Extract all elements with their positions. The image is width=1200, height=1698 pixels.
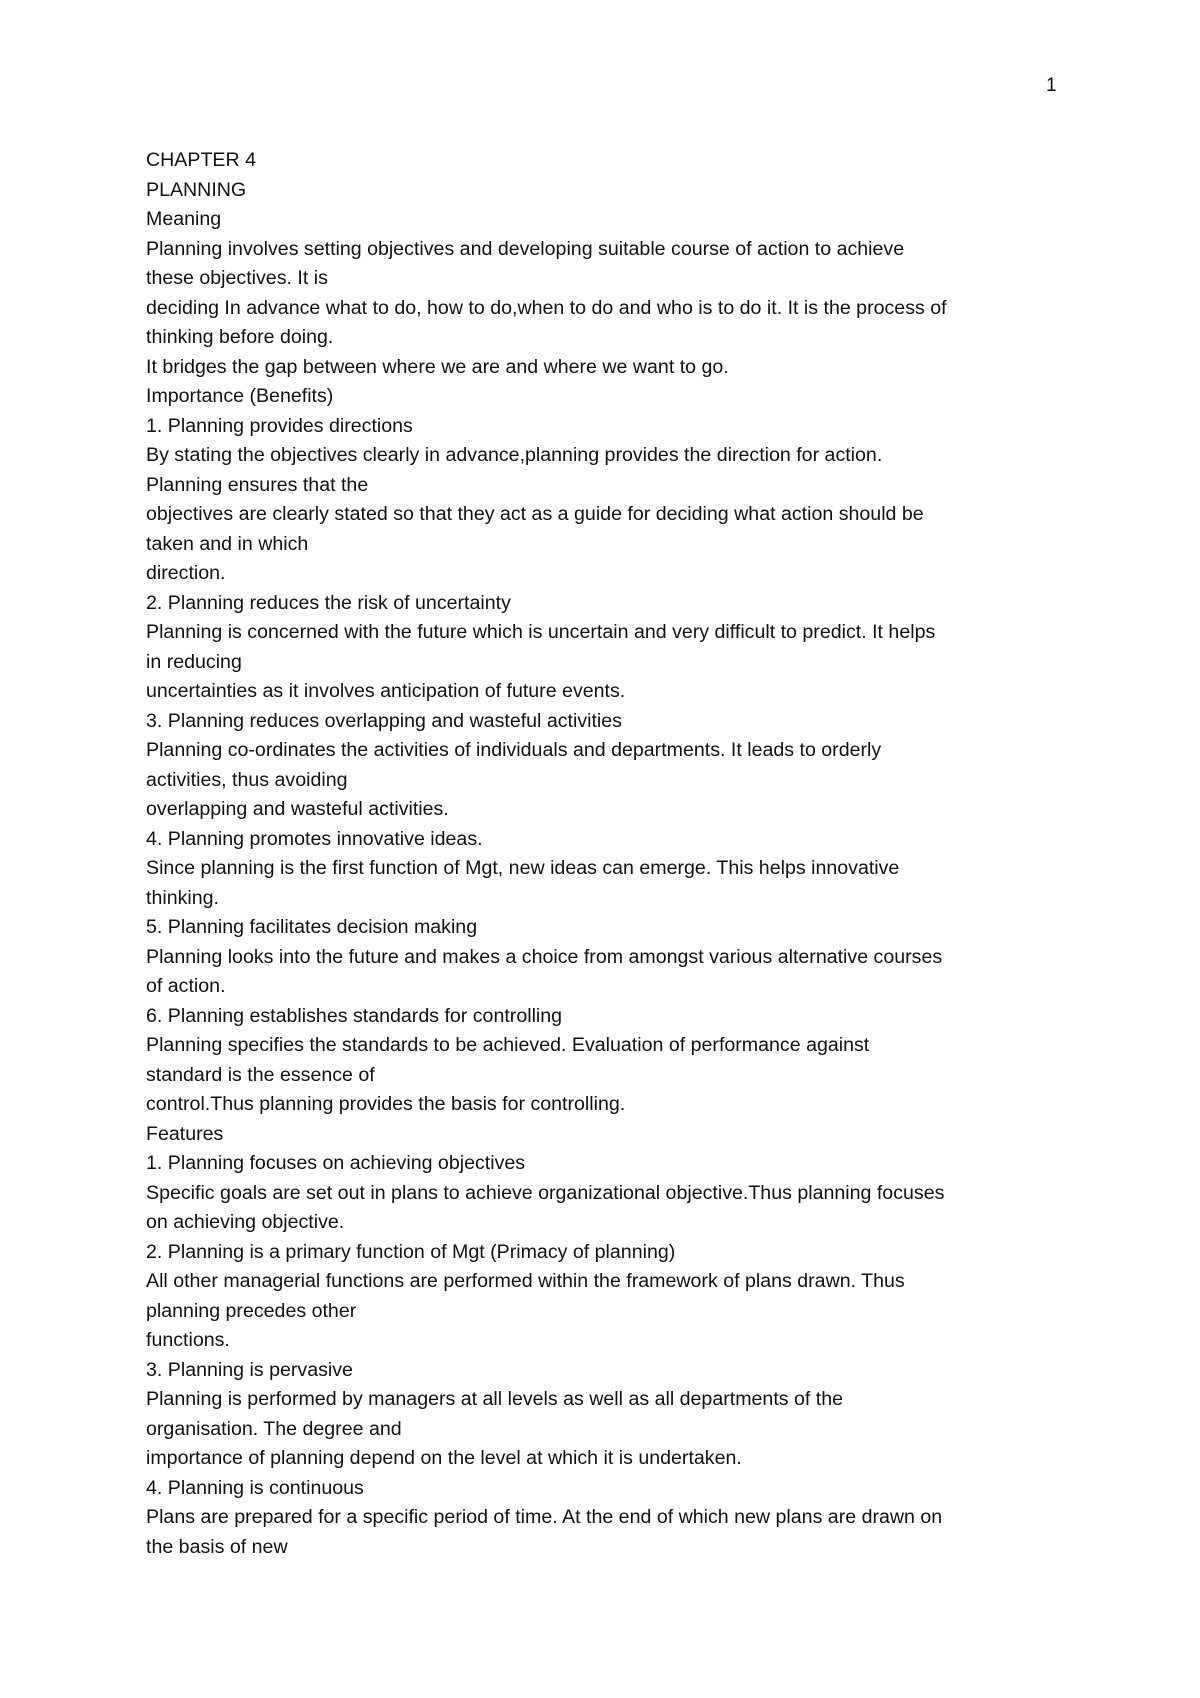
text-line: 3. Planning is pervasive (146, 1358, 353, 1381)
text-line: Since planning is the first function of Mgt, new ideas can emerge. This helps innovative (146, 857, 900, 879)
text-line: Planning co-ordinates the activities of individuals and departments. It leads to orderly (146, 739, 882, 761)
text-line: organisation. The degree and (146, 1417, 402, 1440)
text-line: Planning is performed by managers at all levels as well as all departments of the (146, 1388, 844, 1410)
text-line: functions. (146, 1329, 230, 1351)
text-line: control.Thus planning provides the basis for controlling. (146, 1093, 626, 1115)
document-body (146, 146, 1076, 1562)
text-line: direction. (146, 562, 226, 584)
text-line: 6. Planning establishes standards for controlling (146, 1004, 563, 1027)
text-line: Planning looks into the future and makes a choice from amongst various alternative courses (146, 945, 943, 968)
text-line: 4. Planning is continuous (146, 1476, 364, 1499)
text-line: in reducing (146, 650, 242, 673)
text-line: importance of planning depend on the level at which it is undertaken. (146, 1447, 742, 1469)
text-line: the basis of new (146, 1535, 288, 1558)
text-line: Importance (Benefits) (146, 385, 334, 407)
text-line: 2. Planning reduces the risk of uncertainty (146, 591, 511, 614)
text-line: these objectives. It is (146, 267, 328, 289)
text-line: Meaning (146, 208, 222, 230)
text-line: 2. Planning is a primary function of Mgt (Primacy of planning) (146, 1240, 676, 1263)
text-line: Plans are prepared for a specific period of time. At the end of which new plans are drawn on (146, 1506, 943, 1528)
text-line: deciding In advance what to do, how to do,when to do and who is to do it. It is the process of (146, 296, 947, 319)
text-line: 1. Planning focuses on achieving objectives (146, 1152, 526, 1174)
text-line: planning precedes other (146, 1299, 357, 1322)
text-line: thinking before doing. (146, 326, 334, 348)
text-line: All other managerial functions are performed within the framework of plans drawn. Thus (146, 1270, 905, 1292)
text-line: PLANNING (146, 178, 247, 201)
text-line: 1. Planning provides directions (146, 414, 413, 437)
text-line: thinking. (146, 886, 219, 909)
text-line: of action. (146, 975, 226, 997)
text-line: uncertainties as it involves anticipation of future events. (146, 680, 626, 702)
text-line: 4. Planning promotes innovative ideas. (146, 827, 483, 850)
text-line: Specific goals are set out in plans to achieve organizational objective.Thus planning focuses (146, 1181, 945, 1204)
text-line: standard is the essence of (146, 1063, 375, 1086)
text-line: taken and in which (146, 532, 309, 555)
text-line: It bridges the gap between where we are and where we want to go. (146, 355, 729, 378)
text-line: Planning ensures that the (146, 473, 369, 496)
text-line: overlapping and wasteful activities. (146, 798, 449, 820)
text-line: activities, thus avoiding (146, 768, 348, 791)
text-line: Planning specifies the standards to be achieved. Evaluation of performance against (146, 1034, 870, 1056)
text-line: on achieving objective. (146, 1211, 345, 1233)
text-line: objectives are clearly stated so that they act as a guide for deciding what action should be (146, 503, 924, 525)
text-line: By stating the objectives clearly in advance,planning provides the direction for action. (146, 444, 883, 466)
text-line: 5. Planning facilitates decision making (146, 916, 478, 938)
page-number: 1 (1046, 75, 1057, 96)
text-line: Features (146, 1122, 224, 1145)
text-line: CHAPTER 4 (146, 149, 256, 171)
text-line: Planning involves setting objectives and developing suitable course of action to achieve (146, 237, 905, 260)
text-line: 3. Planning reduces overlapping and wasteful activities (146, 709, 622, 732)
text-line: Planning is concerned with the future which is uncertain and very difficult to predict. It helps (146, 621, 936, 643)
